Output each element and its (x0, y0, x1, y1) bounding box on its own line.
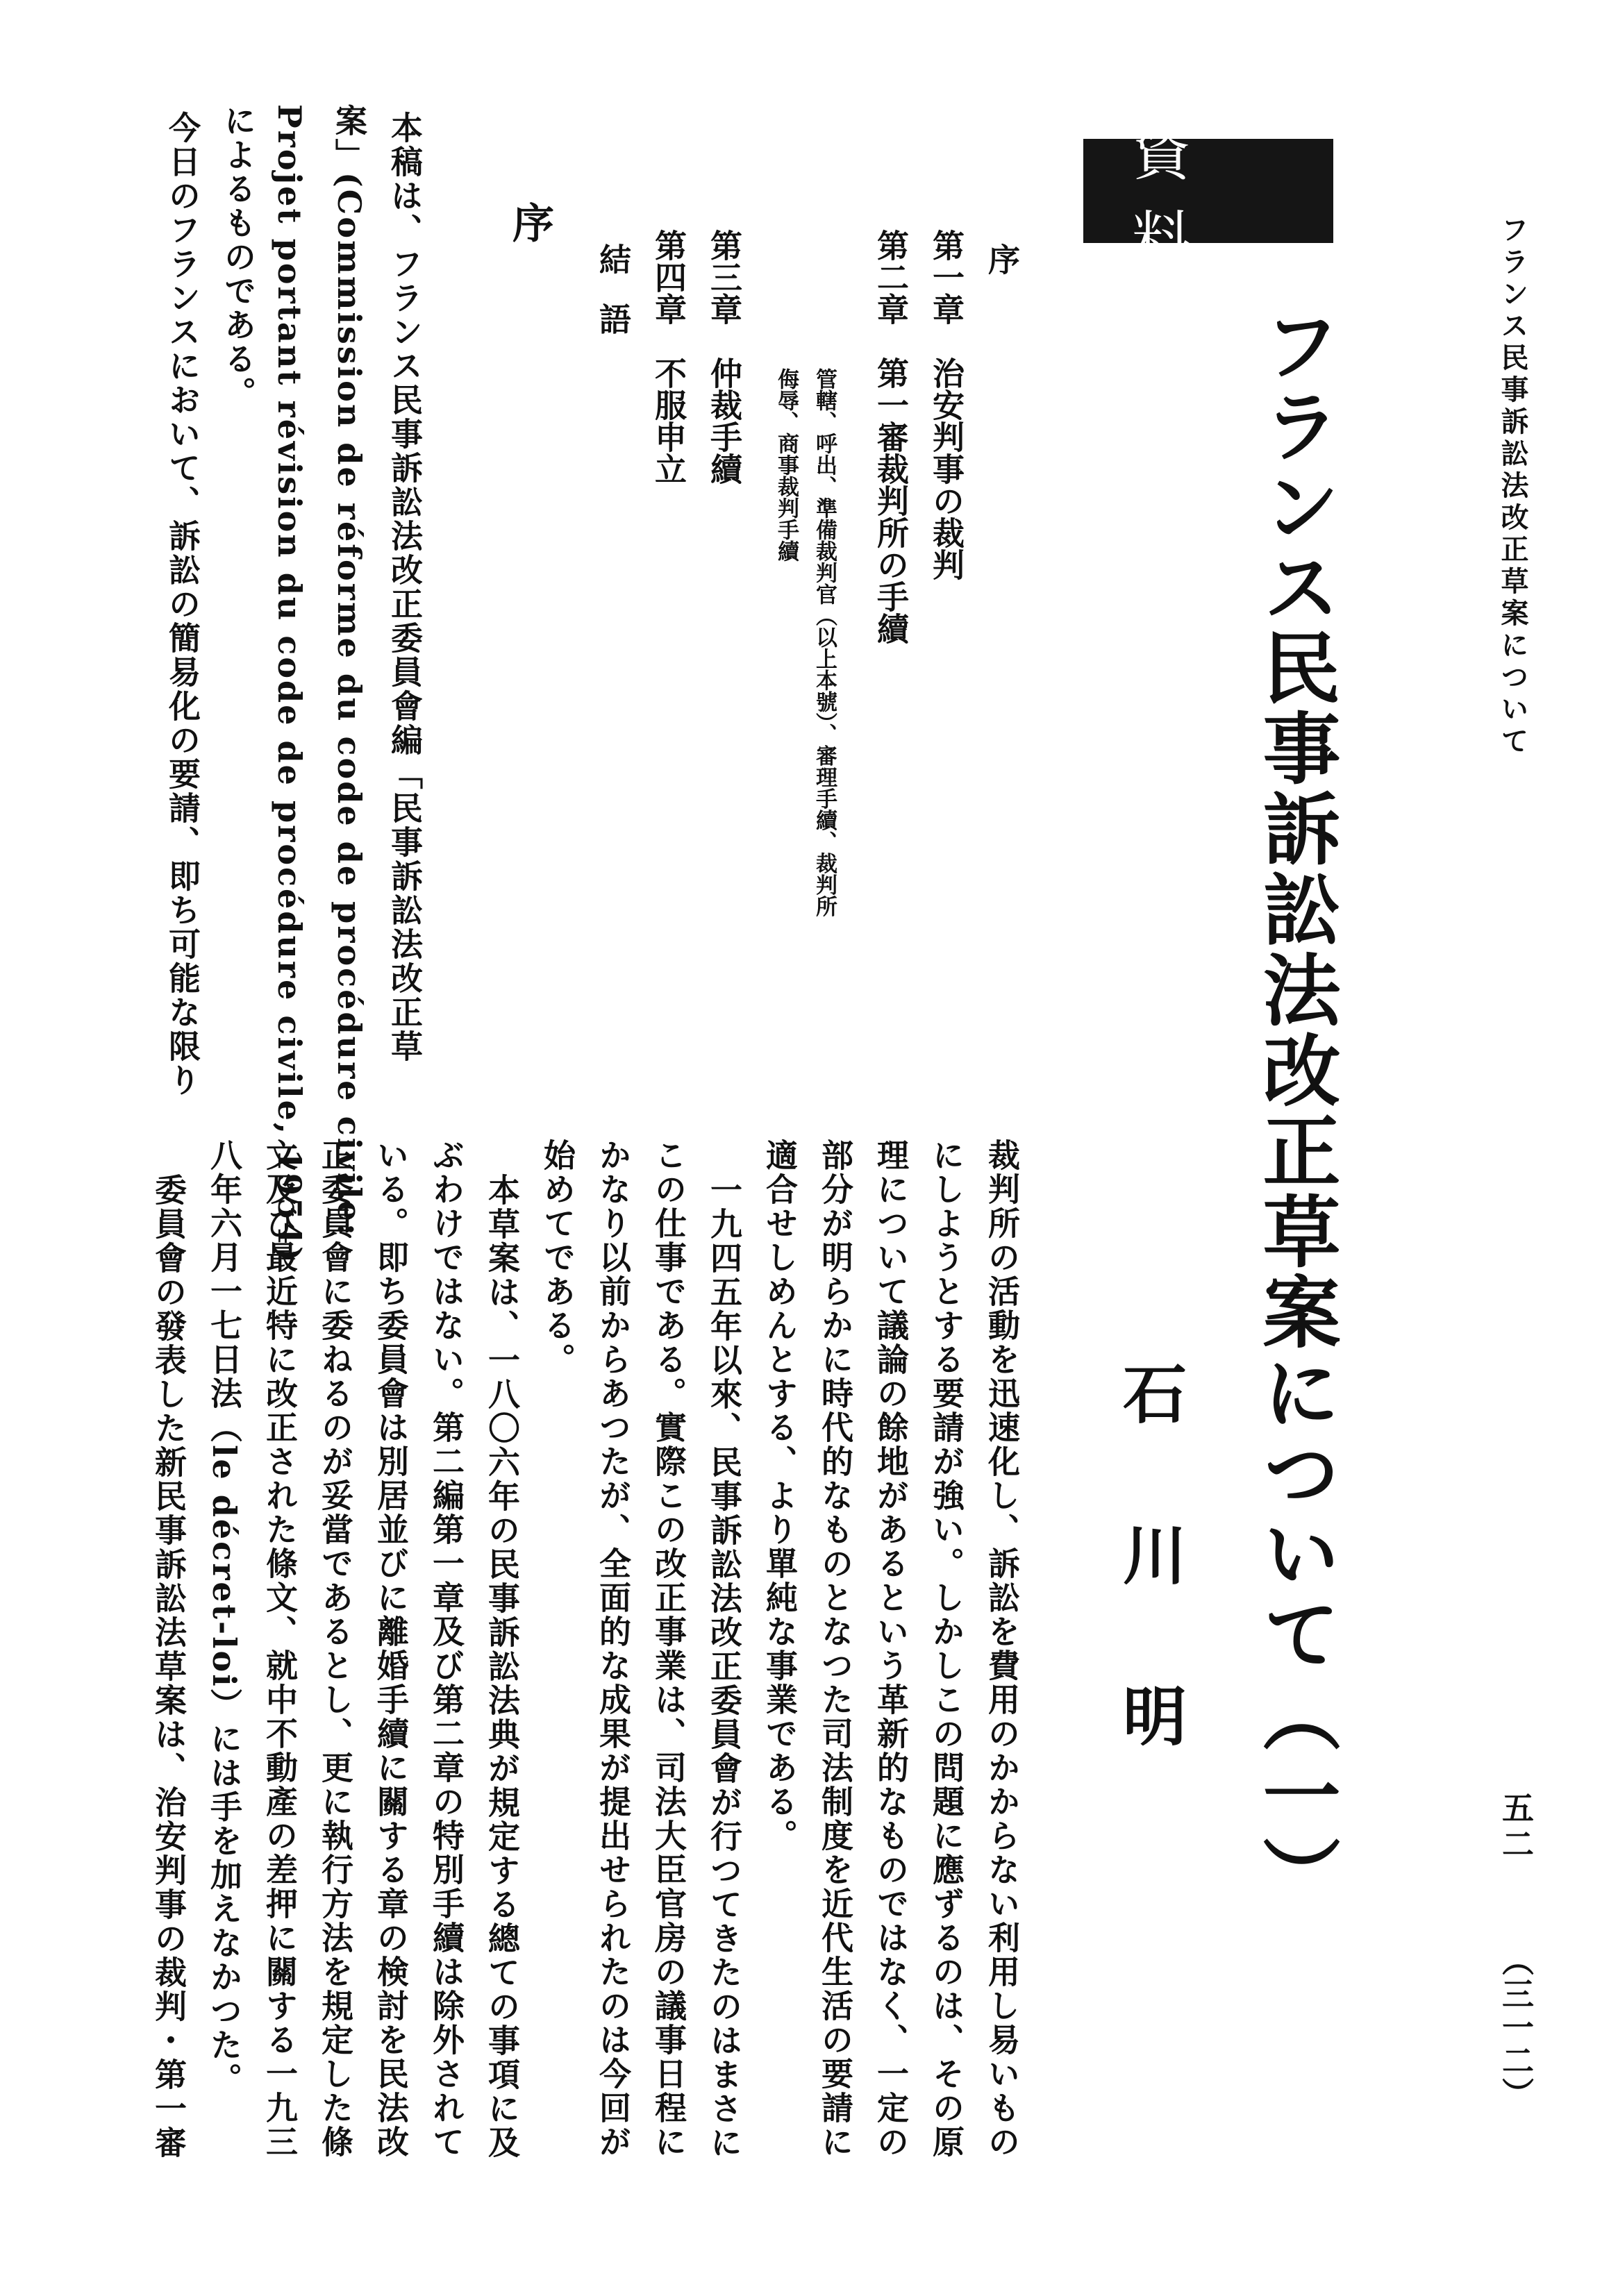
section-heading: 序 (506, 201, 554, 243)
body-line: にしようとする要請が強い。しかしこの問題に應ずるのは、その原 (928, 1139, 965, 2159)
body-line: 裁判所の活動を迅速化し、訴訟を費用のかからない利用し易いもの (983, 1139, 1021, 2159)
body-line: この仕事である。實際この改正事業は、司法大臣官房の議事日程に (650, 1139, 687, 2159)
body-line: 部分が明らかに時代的なものとなつた司法制度を近代生活の要請に (817, 1139, 854, 2159)
toc-chapter-2-note-line-2: 侮辱、商事裁判手續 (774, 368, 799, 562)
body-line: 本草案は、一八〇六年の民事訴訟法典が規定する總ての事項に及 (483, 1173, 521, 2160)
body-line: 一九四五年以來、民事訴訟法改正委員會が行つてきたのはまさに (706, 1173, 743, 2160)
body-line: 委員會の發表した新民事訴訟法草案は、治安判事の裁判・第一審 (150, 1173, 187, 2160)
body-line: 今日のフランスにおいて、訴訟の簡易化の要請、即ち可能な限り (164, 111, 201, 1098)
body-line: 正委員會に委ねるのが妥當であるとし、更に執行方法を規定した條 (317, 1139, 354, 2159)
toc-entry-conclusion: 結語 (594, 243, 632, 362)
author-name: 石川明 (1112, 1361, 1187, 1844)
body-line: かなり以前からあつたが、全面的な成果が提出せられたのは今回が (594, 1139, 632, 2159)
toc-entry-chapter-1: 第一章 治安判事の裁判 (928, 229, 965, 580)
body-line: 始めてである。 (539, 1139, 576, 1377)
toc-entry-chapter-4: 第四章 不服申立 (650, 229, 687, 485)
page-number-alt: （三一二） (1497, 1944, 1535, 2111)
body-line: 八年六月一七日法（le décret-loi）には手を加えなかつた。 (206, 1139, 243, 2097)
table-of-contents (569, 229, 1021, 1201)
section-badge: 資料 (1083, 139, 1333, 243)
body-line: いる。即ち委員會は別居並びに離婚手續に關する章の検討を民法改 (372, 1139, 410, 2159)
toc-chapter-2-note-line-1: 管轄、呼出、準備裁判官（以上本號）、審理手續、裁判所 (812, 368, 837, 917)
page-number: 五二 (1497, 1791, 1535, 1863)
article-title: フランス民事訴訟法改正草案について（一） (1250, 305, 1341, 1916)
body-line: ぶわけではない。第二編第一章及び第二章の特別手續は除外されて (428, 1139, 465, 2159)
toc-entry-chapter-3: 第三章 仲裁手續 (706, 229, 743, 485)
body-line: 本稿は、フランス民事訴訟法改正委員會編「民事訴訟法改正草 (386, 111, 424, 1064)
body-line: 案」(Commission de réforme du code de procédure civile: (331, 104, 368, 1237)
toc-entry-intro: 序 (983, 243, 1021, 275)
body-line: Projet portant révision du code de procédure civile, 1954) (271, 104, 308, 1264)
running-header: フランス民事訴訟法改正草案について (1496, 215, 1529, 758)
body-line: 適合せしめんとする、より單純な事業である。 (761, 1139, 799, 1853)
body-line: によるものである。 (219, 104, 257, 410)
body-line: 文及び最近特に改正された條文、就中不動產の差押に關する一九三 (261, 1139, 299, 2159)
body-line: 理について議論の餘地があるという革新的なものではなく、一定の (872, 1139, 910, 2159)
toc-entry-chapter-2: 第二章 第一審裁判所の手續 (872, 229, 910, 644)
